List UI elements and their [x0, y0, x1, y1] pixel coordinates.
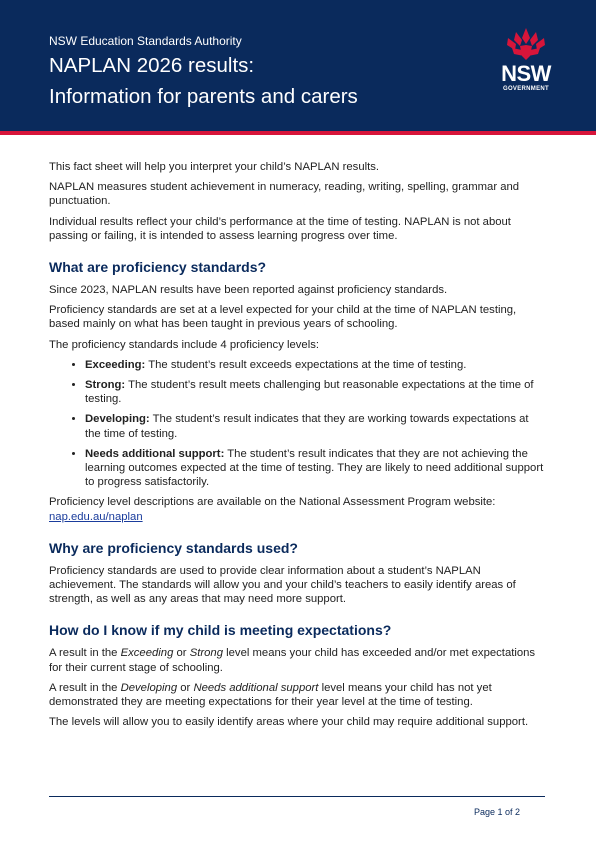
text-run: or: [173, 647, 190, 660]
page-title-line-2: Information for parents and carers: [49, 85, 358, 108]
nap-website-link[interactable]: nap.edu.au/naplan: [49, 510, 143, 523]
footer-divider: [49, 796, 545, 797]
section-heading-why-used: Why are proficiency standards used?: [49, 539, 298, 556]
text-run: A result in the: [49, 647, 121, 660]
logo-wordmark: NSW: [501, 61, 551, 86]
proficiency-levels-list: [49, 358, 545, 490]
section3-paragraph-3: The levels will allow you to easily identify areas where your child may require additional support.: [49, 716, 529, 729]
main-content: [49, 160, 545, 735]
website-note: Proficiency level descriptions are available on the National Assessment Program website:: [49, 496, 496, 509]
list-item: [85, 412, 545, 440]
level-name: Strong: [189, 647, 223, 660]
waratah-icon: [490, 26, 562, 62]
organisation-name: NSW Education Standards Authority: [49, 34, 242, 48]
intro-paragraph-1: This fact sheet will help you interpret your child’s NAPLAN results.: [49, 161, 380, 173]
section1-paragraph-3: The proficiency standards include 4 proficiency levels:: [49, 338, 320, 351]
level-name: Developing: [120, 681, 178, 694]
text-run: or: [177, 681, 194, 694]
level-term: Developing:: [85, 413, 150, 426]
level-term: Needs additional support:: [85, 447, 225, 460]
section2-paragraph-1: Proficiency standards are used to provide clear information about a student’s NAPLAN achievement. The standards will allow you and your child’s teachers to easily identify areas of strength, as well as any areas that may need more support.: [49, 564, 516, 606]
section-heading-meeting-expectations: How do I know if my child is meeting expectations?: [49, 622, 392, 639]
text-run: level means your child has not yet demonstrated they are meeting expectations for their year level at the time of testing.: [49, 681, 492, 709]
list-item: [85, 447, 545, 490]
level-name: Needs additional support: [193, 681, 319, 694]
header-stripe: [0, 131, 596, 135]
intro-paragraph-2: NAPLAN measures student achievement in numeracy, reading, writing, spelling, grammar and punctuation.: [49, 181, 520, 208]
level-name: Exceeding: [120, 647, 174, 660]
section3-paragraph-2: [49, 681, 545, 709]
section1-paragraph-2: Proficiency standards are set at a level expected for your child at the time of NAPLAN testing, based mainly on what has been taught in previous years of schooling.: [49, 304, 517, 331]
section3-paragraph-1: [49, 646, 545, 674]
level-term: Strong:: [85, 379, 126, 392]
page-number: Page 1 of 2: [473, 807, 520, 817]
intro-paragraph-3: Individual results reflect your child’s performance at the time of testing. NAPLAN is not about passing or failing, it is intended to assess learning progress over time.: [49, 215, 511, 242]
list-item: [85, 358, 545, 372]
header-banner: [0, 0, 596, 131]
list-item: [85, 378, 545, 406]
nsw-government-logo: [490, 26, 562, 96]
logo-subtext: GOVERNMENT: [502, 86, 549, 92]
level-description: The student’s result exceeds expectations at the time of testing.: [145, 358, 467, 371]
level-term: Exceeding:: [85, 358, 146, 371]
text-run: level means your child has exceeded and/or met expectations for their current stage of schooling.: [49, 647, 536, 674]
section1-paragraph-1: Since 2023, NAPLAN results have been reported against proficiency standards.: [49, 284, 448, 297]
text-run: A result in the: [49, 681, 121, 694]
page-title-line-1: NAPLAN 2026 results:: [49, 54, 255, 77]
level-description: The student’s result meets challenging but reasonable expectations at the time of testing.: [85, 379, 534, 406]
level-description: The student’s result indicates that they are working towards expectations at the time of testing.: [85, 413, 529, 440]
section-heading-proficiency-standards: What are proficiency standards?: [49, 259, 267, 276]
section1-paragraph-4: [49, 495, 545, 523]
level-description: The student’s result indicates that they are not achieving the learning outcomes expected at the time of testing. They are likely to need additional support to progress satisfactorily.: [85, 447, 544, 489]
